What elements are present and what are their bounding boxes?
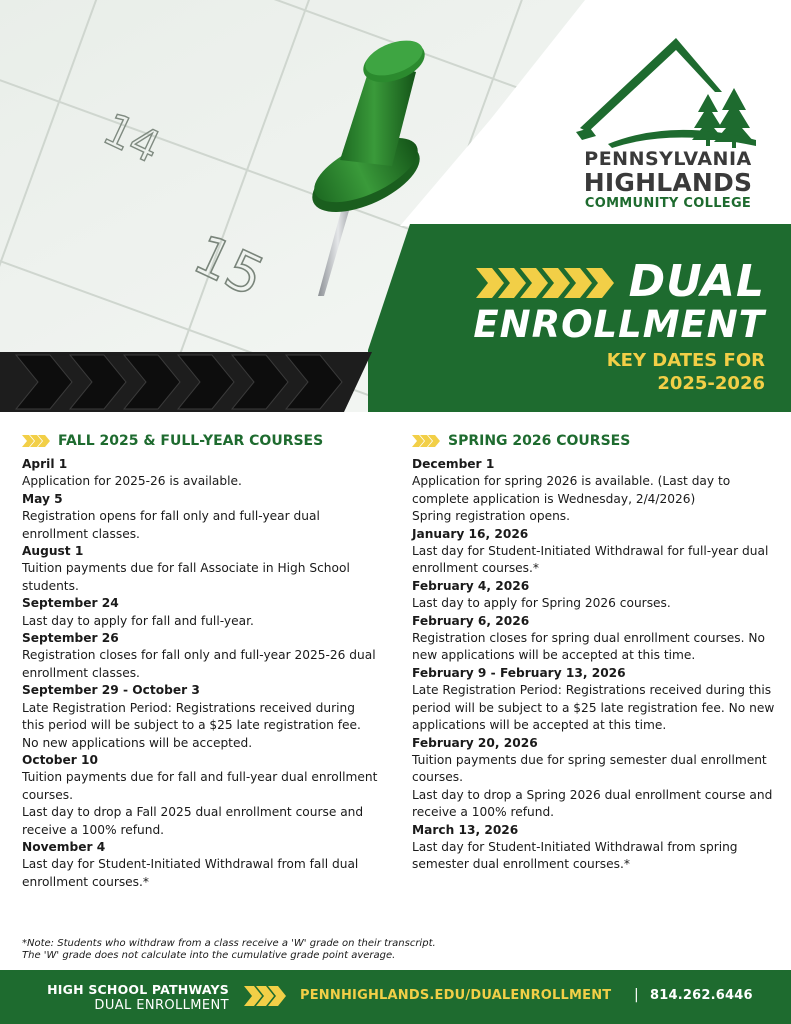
- hero-subtitle-key-dates: KEY DATES FOR: [606, 350, 765, 371]
- calendar-number-15: 15: [184, 222, 274, 309]
- entry-description: Registration closes for fall only and full-year 2025-26 dual enrollment classes.: [22, 648, 376, 680]
- fall-heading-text: FALL 2025 & FULL-YEAR COURSES: [58, 433, 324, 449]
- chevrons-icon: [22, 435, 50, 447]
- entry-date: November 4: [22, 839, 106, 854]
- entry-description: Application for 2025-26 is available.: [22, 474, 242, 489]
- footnote: [22, 938, 742, 962]
- logo-name-line1: PENNSYLVANIA: [584, 148, 752, 170]
- fall-heading: [22, 430, 380, 452]
- fall-courses-column: [22, 430, 380, 891]
- hero-banner: [0, 0, 791, 412]
- entry-description: Last day for Student-Initiated Withdrawal from fall dual enrollment courses.*: [22, 857, 359, 889]
- spring-courses-column: [412, 430, 777, 874]
- mountain-trees-logo-icon: [572, 36, 764, 148]
- footer-bar: [0, 970, 791, 1024]
- logo-name-line3: COMMUNITY COLLEGE: [584, 196, 752, 211]
- entry-description: Last day to apply for fall and full-year.: [22, 613, 254, 628]
- spring-heading-text: SPRING 2026 COURSES: [448, 433, 631, 449]
- entry-description: Late Registration Period: Registrations received during this period will be subject to a $25 late registration fee. No new applications will be accepted at this time.: [412, 683, 775, 733]
- footer-website-link[interactable]: PENNHIGHLANDS.EDU/DUALENROLLMENT: [300, 988, 612, 1003]
- entry-date: January 16, 2026: [412, 526, 529, 541]
- entry-date: February 9 - February 13, 2026: [412, 665, 626, 680]
- entry-description: Tuition payments due for fall and full-year dual enrollment courses.: [22, 770, 378, 802]
- entry-description: Tuition payments due for spring semester dual enrollment courses.: [412, 752, 767, 785]
- entry-date: February 20, 2026: [412, 735, 538, 750]
- entry-date: March 13, 2026: [412, 822, 519, 837]
- entry-description: Registration opens for fall only and full-year dual enrollment classes.: [22, 509, 320, 541]
- entry-date: February 6, 2026: [412, 613, 530, 628]
- entry-description: Last day for Student-Initiated Withdrawal for full-year dual enrollment courses.*: [412, 544, 769, 576]
- footer-chevrons-icon: [244, 986, 286, 1006]
- entry-date: September 26: [22, 631, 119, 646]
- chevrons-icon: [412, 435, 440, 447]
- entry-description: Last day to drop a Spring 2026 dual enrollment course and receive a 100% refund.: [412, 787, 773, 820]
- footer-label-pathways: HIGH SCHOOL PATHWAYS: [47, 982, 229, 997]
- hero-title-enrollment: ENROLLMENT: [473, 303, 765, 346]
- entry-date: October 10: [22, 752, 98, 767]
- entry-description: Last day for Student-Initiated Withdrawal from spring semester dual enrollment courses.*: [412, 839, 738, 872]
- calendar-number-14: 14: [95, 103, 168, 174]
- footer-phone[interactable]: 814.262.6446: [650, 988, 753, 1003]
- entry-date: August 1: [22, 544, 84, 559]
- entry-description: Spring registration opens.: [412, 509, 571, 524]
- college-logo: [572, 36, 764, 216]
- hero-title-dual: DUAL: [628, 256, 765, 307]
- entry-description: Application for spring 2026 is available. (Last day to complete application is Wednesday, 2/4/2026): [412, 474, 731, 506]
- entry-date: September 29 - October 3: [22, 683, 200, 698]
- footnote-line1: *Note: Students who withdraw from a class receive a 'W' grade on their transcript.: [22, 938, 436, 949]
- entry-date: May 5: [22, 491, 63, 506]
- fall-date-list: [22, 456, 380, 891]
- entry-date: December 1: [412, 457, 495, 471]
- entry-date: September 24: [22, 596, 119, 611]
- entry-description: Last day to apply for Spring 2026 courses.: [412, 596, 671, 611]
- entry-date: April 1: [22, 457, 68, 471]
- footer-separator: |: [634, 987, 639, 1003]
- entry-description: Tuition payments due for fall Associate in High School students.: [22, 561, 350, 593]
- footer-label-dual-enrollment: DUAL ENROLLMENT: [94, 998, 229, 1013]
- spring-heading: [412, 430, 777, 452]
- entry-description: Registration closes for spring dual enrollment courses. No new applications will be accepted at this time.: [412, 631, 765, 663]
- logo-name-line2: HIGHLANDS: [583, 168, 753, 197]
- entry-description: Late Registration Period: Registrations received during this period will be subject to a $25 late registration fee. No new applications will be accepted.: [22, 700, 361, 750]
- spring-date-list: [412, 456, 777, 874]
- entry-date: February 4, 2026: [412, 578, 530, 593]
- entry-description: Last day to drop a Fall 2025 dual enrollment course and receive a 100% refund.: [22, 805, 364, 837]
- footnote-line2: The 'W' grade does not calculate into the cumulative grade point average.: [22, 950, 396, 961]
- hero-subtitle-year: 2025-2026: [657, 373, 765, 394]
